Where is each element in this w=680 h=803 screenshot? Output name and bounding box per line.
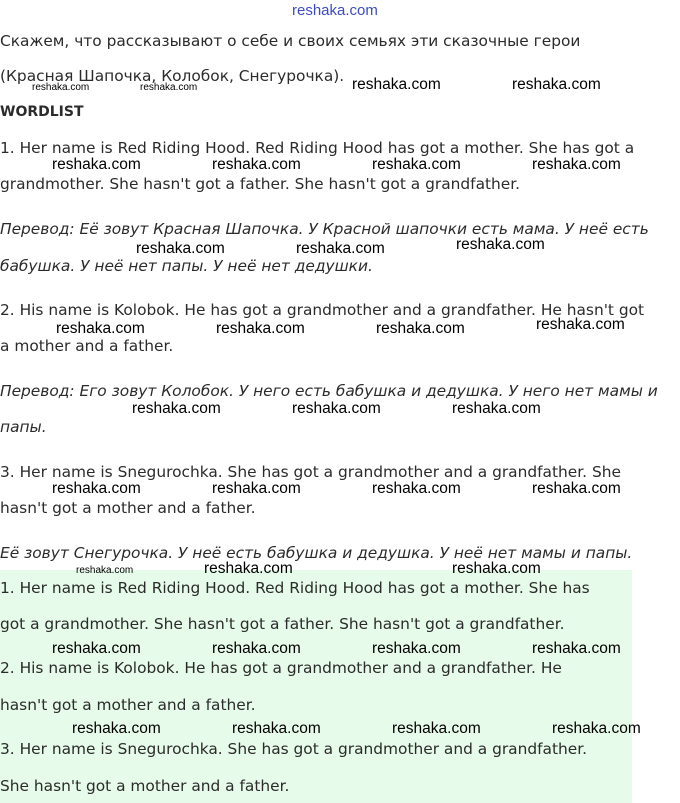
watermark: reshaka.com	[452, 400, 541, 417]
intro-line-2: (Красная Шапочка, Колобок, Снегурочка).	[0, 67, 345, 85]
watermark: reshaka.com	[532, 640, 621, 657]
item-3-ru-line-1: Её зовут Снегурочка. У неё есть бабушка и дедушка. У неё нет мамы и папы.	[0, 544, 633, 562]
watermark: reshaka.com	[372, 480, 461, 497]
intro-line-1: Скажем, что рассказывают о себе и своих семьях эти сказочные герои	[0, 32, 581, 50]
answer-2-line-2: hasn't got a mother and a father.	[0, 696, 256, 714]
watermark: reshaka.com	[52, 640, 141, 657]
watermark: reshaka.com	[140, 82, 198, 93]
watermark: reshaka.com	[212, 480, 301, 497]
watermark: reshaka.com	[132, 400, 221, 417]
watermark: reshaka.com	[456, 236, 545, 253]
watermark: reshaka.com	[292, 400, 381, 417]
item-3-en-line-1: 3. Her name is Snegurochka. She has got a grandmother and a grandfather. She	[0, 463, 621, 481]
item-1-en-line-2: grandmother. She hasn't got a father. She hasn't got a grandfather.	[0, 175, 521, 193]
watermark: reshaka.com	[204, 560, 293, 577]
watermark: reshaka.com	[232, 720, 321, 737]
watermark: reshaka.com	[512, 76, 601, 93]
item-1-ru-line-1: Перевод: Её зовут Красная Шапочка. У Красной шапочки есть мама. У неё есть	[0, 220, 649, 238]
item-2-en-line-1: 2. His name is Kolobok. He has got a grandmother and a grandfather. He hasn't got	[0, 301, 645, 319]
watermark: reshaka.com	[452, 560, 541, 577]
watermark: reshaka.com	[212, 156, 301, 173]
watermark: reshaka.com	[352, 76, 441, 93]
item-1-ru-line-2: бабушка. У неё нет папы. У неё нет дедушки.	[0, 257, 373, 275]
answer-3-line-2: She hasn't got a mother and a father.	[0, 777, 290, 795]
wordlist-heading: WORDLIST	[0, 104, 84, 120]
watermark: reshaka.com	[76, 565, 134, 576]
watermark-top: reshaka.com	[292, 2, 378, 19]
item-3-en-line-2: hasn't got a mother and a father.	[0, 499, 256, 517]
answer-1-line-2: got a grandmother. She hasn't got a father. She hasn't got a grandfather.	[0, 615, 565, 633]
watermark: reshaka.com	[72, 720, 161, 737]
watermark: reshaka.com	[536, 316, 625, 333]
item-1-en-line-1: 1. Her name is Red Riding Hood. Red Riding Hood has got a mother. She has got a	[0, 139, 635, 157]
watermark: reshaka.com	[52, 156, 141, 173]
watermark: reshaka.com	[532, 480, 621, 497]
item-2-en-line-2: a mother and a father.	[0, 337, 174, 355]
watermark: reshaka.com	[296, 240, 385, 257]
answer-box	[0, 570, 632, 803]
watermark: reshaka.com	[32, 82, 90, 93]
watermark: reshaka.com	[392, 720, 481, 737]
watermark: reshaka.com	[56, 320, 145, 337]
answer-1-line-1: 1. Her name is Red Riding Hood. Red Riding Hood has got a mother. She has	[0, 579, 590, 597]
watermark: reshaka.com	[136, 240, 225, 257]
watermark: reshaka.com	[52, 480, 141, 497]
answer-2-line-1: 2. His name is Kolobok. He has got a grandmother and a grandfather. He	[0, 659, 562, 677]
watermark: reshaka.com	[552, 720, 641, 737]
watermark: reshaka.com	[376, 320, 465, 337]
watermark: reshaka.com	[532, 156, 621, 173]
watermark: reshaka.com	[372, 156, 461, 173]
item-2-ru-line-1: Перевод: Его зовут Колобок. У него есть бабушка и дедушка. У него нет мамы и	[0, 382, 658, 400]
watermark: reshaka.com	[212, 640, 301, 657]
answer-3-line-1: 3. Her name is Snegurochka. She has got a grandmother and a grandfather.	[0, 740, 588, 758]
watermark: reshaka.com	[372, 640, 461, 657]
watermark: reshaka.com	[216, 320, 305, 337]
item-2-ru-line-2: папы.	[0, 418, 47, 436]
